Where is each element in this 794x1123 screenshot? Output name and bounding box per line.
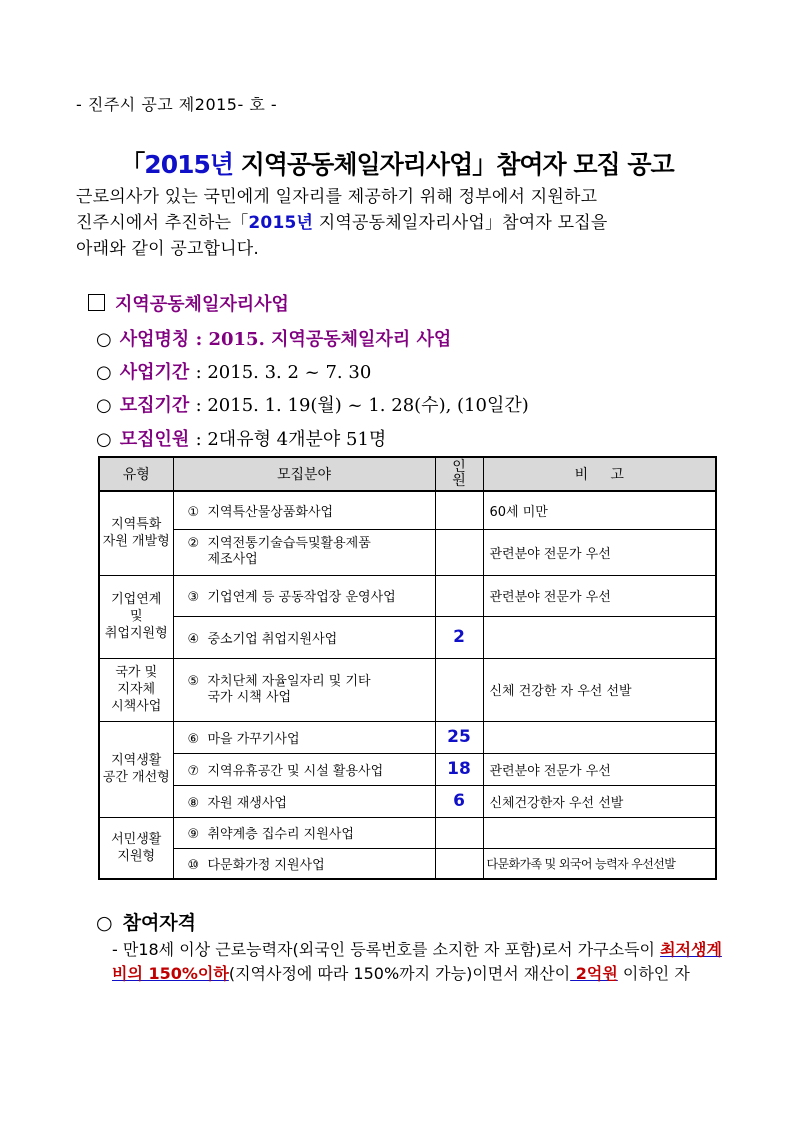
- type-cell: 국가 및 지자체 시책사업: [99, 658, 173, 721]
- table-row: [99, 529, 716, 575]
- circle-bullet-icon: ○: [96, 329, 112, 350]
- recruitment-table: [98, 456, 717, 880]
- table-row: [99, 658, 716, 721]
- info-value: : 2015. 지역공동체일자리 사업: [195, 329, 452, 350]
- table-row: [99, 848, 716, 879]
- count-cell: [435, 848, 483, 879]
- info-value: : 2015. 3. 2 ~ 7. 30: [195, 362, 372, 383]
- note-cell: [483, 616, 716, 658]
- info-item-recruit-period: [96, 391, 529, 417]
- notice-number: - 진주시 공고 제2015- 호 -: [76, 95, 278, 114]
- field-cell: ④ 중소기업 취업지원사업: [173, 616, 435, 658]
- type-cell: 기업연계 및 취업지원형: [99, 575, 173, 658]
- eligibility-heading-text: 참여자격: [122, 912, 197, 934]
- count-cell: 6: [435, 785, 483, 817]
- info-label: 사업기간: [119, 362, 190, 383]
- circle-bullet-icon: ○: [96, 395, 112, 416]
- field-cell: ② 지역전통기술습득및활용제품 제조사업: [173, 529, 435, 575]
- intro-line-2: [76, 210, 726, 236]
- checkbox-square-icon: [88, 294, 105, 311]
- eligibility-text-mid: (지역사정에 따라 150%까지 가능)이면서 재산이: [228, 964, 571, 983]
- header-field: 모집분야: [173, 457, 435, 491]
- info-value: : 2015. 1. 19(월) ~ 1. 28(수), (10일간): [195, 395, 529, 416]
- page-title: [0, 145, 794, 181]
- table-row: [99, 785, 716, 817]
- field-cell: ⑨ 취약계층 집수리 지원사업: [173, 817, 435, 848]
- field-cell: ⑤ 자치단체 자율일자리 및 기타 국가 시책 사업: [173, 658, 435, 721]
- intro-line-1: 근로의사가 있는 국민에게 일자리를 제공하기 위해 정부에서 지원하고: [76, 187, 598, 207]
- eligibility-heading: [96, 908, 196, 935]
- note-cell: 관련분야 전문가 우선: [483, 753, 716, 785]
- title-text: 지역공동체일자리사업」참여자 모집 공고: [233, 150, 674, 179]
- note-cell: 관련분야 전문가 우선: [483, 575, 716, 616]
- header-type: 유형: [99, 457, 173, 491]
- header-note: 비 고: [483, 457, 716, 491]
- info-value: : 2대유형 4개분야 51명: [195, 429, 387, 450]
- table-row: [99, 616, 716, 658]
- intro-year: 2015년: [248, 213, 314, 233]
- count-cell: [435, 575, 483, 616]
- type-cell: 지역생활 공간 개선형: [99, 721, 173, 817]
- circle-bullet-icon: ○: [96, 912, 113, 934]
- field-cell: ⑧ 자원 재생사업: [173, 785, 435, 817]
- section-heading: [88, 290, 289, 316]
- field-cell: ⑥ 마을 가꾸기사업: [173, 721, 435, 753]
- type-cell: 지역특화 자원 개발형: [99, 491, 173, 575]
- count-cell: [435, 658, 483, 721]
- intro-line-3: 아래와 같이 공고합니다.: [76, 239, 260, 259]
- note-cell: [483, 721, 716, 753]
- circle-bullet-icon: ○: [96, 429, 112, 450]
- note-cell: [483, 817, 716, 848]
- count-cell: 18: [435, 753, 483, 785]
- table-row: [99, 491, 716, 529]
- field-cell: ① 지역특산물상품화사업: [173, 491, 435, 529]
- info-label: 사업명칭: [119, 329, 190, 350]
- section-heading-text: 지역공동체일자리사업: [115, 294, 289, 315]
- note-cell: 관련분야 전문가 우선: [483, 529, 716, 575]
- note-cell: 60세 미만: [483, 491, 716, 529]
- table-row: [99, 721, 716, 753]
- title-open-bracket: 「: [120, 150, 145, 179]
- eligibility-income-limit: 최저생계비의 150%이하: [112, 940, 722, 983]
- eligibility-text-pre: - 만18세 이상 근로능력자(외국인 등록번호를 소지한 자 포함)로서 가구소득이: [112, 940, 661, 959]
- eligibility-text-post: 이하인 자: [617, 964, 690, 983]
- title-year: 2015년: [144, 150, 234, 179]
- count-cell: [435, 529, 483, 575]
- field-cell: ⑩ 다문화가정 지원사업: [173, 848, 435, 879]
- field-cell: ⑦ 지역유휴공간 및 시설 활용사업: [173, 753, 435, 785]
- header-count: 인원: [435, 457, 483, 491]
- info-item-name: [96, 325, 451, 351]
- count-cell: [435, 817, 483, 848]
- note-cell: 다문화가족 및 외국어 능력자 우선선발: [483, 848, 716, 879]
- eligibility-asset-limit: 2억원: [570, 964, 618, 983]
- table-row: [99, 753, 716, 785]
- eligibility-text: [112, 938, 732, 986]
- count-cell: 25: [435, 721, 483, 753]
- info-label: 모집인원: [119, 429, 190, 450]
- type-cell: 서민생활 지원형: [99, 817, 173, 879]
- info-item-period: [96, 358, 371, 384]
- count-cell: 2: [435, 616, 483, 658]
- info-label: 모집기간: [119, 395, 190, 416]
- table-row: [99, 817, 716, 848]
- table-row: [99, 575, 716, 616]
- field-cell: ③ 기업연계 등 공동작업장 운영사업: [173, 575, 435, 616]
- table-header-row: [99, 457, 716, 491]
- intro-line-2-post: 지역공동체일자리사업」참여자 모집을: [313, 213, 608, 233]
- note-cell: 신체건강한자 우선 선발: [483, 785, 716, 817]
- circle-bullet-icon: ○: [96, 362, 112, 383]
- note-cell: 신체 건강한 자 우선 선발: [483, 658, 716, 721]
- intro-line-2-pre: 진주시에서 추진하는「: [76, 213, 249, 233]
- info-item-headcount: [96, 425, 386, 451]
- count-cell: [435, 491, 483, 529]
